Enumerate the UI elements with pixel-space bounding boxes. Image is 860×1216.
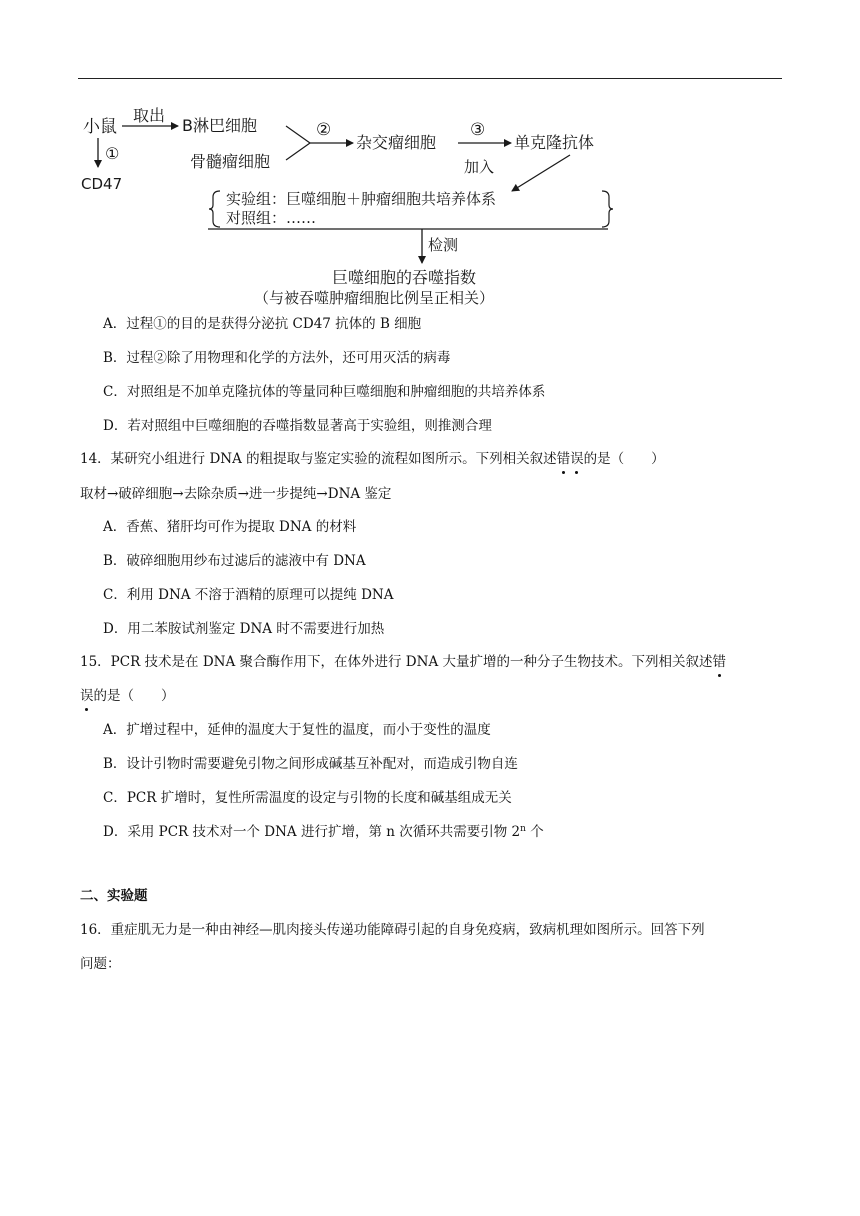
left-brace bbox=[209, 191, 220, 227]
q15-stem-tail: 的是（ ） bbox=[93, 688, 175, 704]
q15-option-b: B．设计引物时需要避免引物之间形成碱基互补配对，而造成引物自连 bbox=[103, 756, 518, 772]
q14-option-b: B．破碎细胞用纱布过滤后的滤液中有 DNA bbox=[103, 553, 366, 569]
q15-option-d-text: D．采用 PCR 技术对一个 DNA 进行扩增，第 n 次循环共需要引物 2 bbox=[103, 824, 521, 840]
section-title: 二、实验题 bbox=[80, 888, 148, 904]
q13-option-d: D．若对照组中巨噬细胞的吞噬指数显著高于实验组，则推测合理 bbox=[103, 418, 492, 434]
add-label: 加入 bbox=[464, 158, 495, 176]
merge-line-top bbox=[286, 126, 310, 143]
take-out-label: 取出 bbox=[133, 106, 166, 125]
index-label: 巨噬细胞的吞噬指数 bbox=[332, 268, 477, 287]
q13-option-a: A．过程①的目的是获得分泌抗 CD47 抗体的 B 细胞 bbox=[103, 316, 422, 332]
q16-stem-line2: 问题： bbox=[80, 956, 121, 972]
mab-label: 单克隆抗体 bbox=[514, 133, 595, 152]
hybridoma-label: 杂交瘤细胞 bbox=[356, 133, 437, 152]
q15-option-a: A．扩增过程中，延伸的温度大于复性的温度，而小于变性的温度 bbox=[103, 722, 491, 738]
q14-stem bbox=[80, 449, 665, 469]
q15-stem-line1 bbox=[80, 652, 726, 672]
b-cell-label: B淋巴细胞 bbox=[182, 116, 257, 135]
add-arrow bbox=[512, 155, 570, 191]
ctrl-group-label: 对照组：…… bbox=[226, 209, 317, 227]
q14-option-c: C．利用 DNA 不溶于酒精的原理可以提纯 DNA bbox=[103, 587, 394, 603]
q13-option-c: C．对照组是不加单克隆抗体的等量同种巨噬细胞和肿瘤细胞的共培养体系 bbox=[103, 384, 546, 400]
q14-flow: 取材→破碎细胞→去除杂质→进一步提纯→DNA 鉴定 bbox=[80, 486, 392, 502]
q15-emphasis-2: 误 bbox=[80, 688, 94, 704]
q14-stem-text: 14．某研究小组进行 DNA 的粗提取与鉴定实验的流程如图所示。下列相关叙述 bbox=[80, 451, 557, 467]
q13-option-b: B．过程②除了用物理和化学的方法外，还可用灭活的病毒 bbox=[103, 350, 451, 366]
step1-label: ① bbox=[105, 144, 120, 163]
mouse-label: 小鼠 bbox=[83, 117, 117, 137]
q15-emphasis-1: 错 bbox=[712, 654, 726, 670]
step2-label: ② bbox=[316, 120, 332, 140]
q15-option-c: C．PCR 扩增时，复性所需温度的设定与引物的长度和碱基组成无关 bbox=[103, 790, 512, 806]
q14-option-a: A．香蕉、猪肝均可作为提取 DNA 的材料 bbox=[103, 519, 357, 535]
q15-stem-line2 bbox=[80, 686, 175, 706]
exp-group-label: 实验组：巨噬细胞＋肿瘤细胞共培养体系 bbox=[226, 190, 497, 208]
merge-line-bottom bbox=[286, 143, 310, 160]
index-note-label: （与被吞噬肿瘤细胞比例呈正相关） bbox=[254, 289, 495, 307]
q15-stem-text: 15．PCR 技术是在 DNA 聚合酶作用下，在体外进行 DNA 大量扩增的一种分子生物技术。下列相关叙述 bbox=[80, 654, 713, 670]
q15-option-d-exponent: n bbox=[520, 824, 526, 834]
step3-label: ③ bbox=[470, 120, 486, 140]
q15-option-d bbox=[103, 822, 544, 842]
q14-emphasis-2: 误 bbox=[570, 451, 584, 467]
q14-stem-tail: 的是（ ） bbox=[583, 451, 665, 467]
header-rule bbox=[78, 78, 782, 79]
cd47-label: CD47 bbox=[81, 175, 123, 193]
q15-option-d-tail: 个 bbox=[525, 824, 544, 840]
right-brace bbox=[602, 191, 613, 227]
q14-emphasis-1: 错 bbox=[556, 451, 571, 467]
monoclonal-antibody-diagram bbox=[78, 105, 638, 310]
myeloma-label: 骨髓瘤细胞 bbox=[190, 152, 271, 171]
q14-option-d: D．用二苯胺试剂鉴定 DNA 时不需要进行加热 bbox=[103, 621, 385, 637]
detect-label: 检测 bbox=[428, 236, 459, 254]
q16-stem-line1: 16．重症肌无力是一种由神经—肌肉接头传递功能障碍引起的自身免疫病，致病机理如图所示。回答下列 bbox=[80, 922, 705, 938]
